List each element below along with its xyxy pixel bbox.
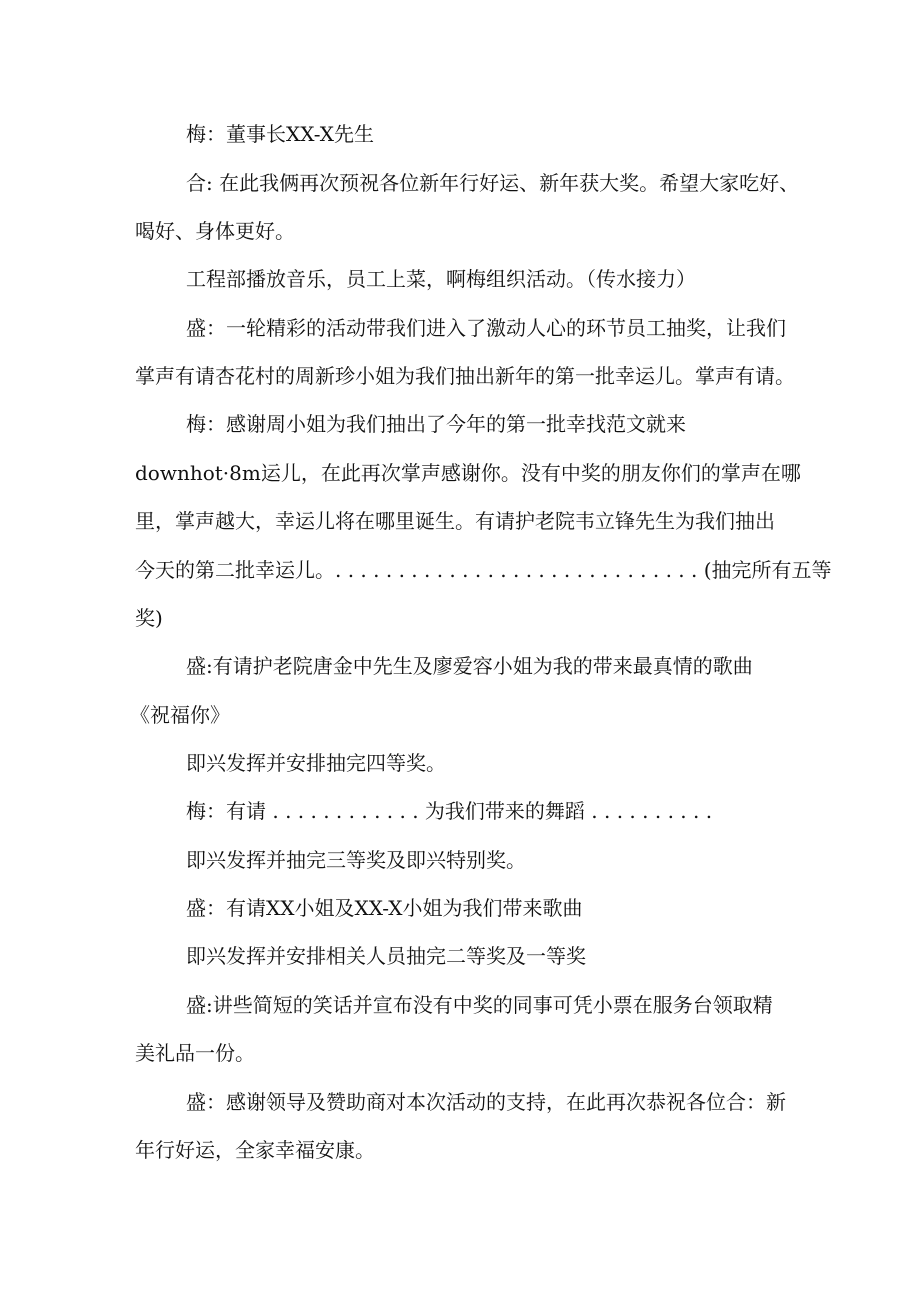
paragraph-line: 掌声有请杏花村的周新珍小姐为我们抽出新年的第一批幸运儿。掌声有请。: [135, 364, 795, 388]
paragraph-line: 即兴发挥并安排相关人员抽完二等奖及一等奖: [186, 944, 586, 968]
paragraph-line: 盛：感谢领导及赞助商对本次活动的支持，在此再次恭祝各位合：新: [186, 1090, 786, 1114]
paragraph-line: 梅：感谢周小姐为我们抽出了今年的第一批幸找范文就来: [186, 412, 686, 436]
paragraph-line: 即兴发挥并安排抽完四等奖。: [186, 751, 446, 775]
paragraph-line: 盛：有请XX小姐及XX-X小姐为我们带来歌曲: [186, 896, 583, 920]
paragraph-line: 年行好运，全家幸福安康。: [135, 1138, 375, 1162]
paragraph-line: 《祝福你》: [130, 703, 230, 727]
paragraph-line: 盛：一轮精彩的活动带我们进入了激动人心的环节员工抽奖，让我们: [186, 316, 786, 340]
paragraph-line: 里，掌声越大，幸运儿将在哪里诞生。有请护老院韦立锋先生为我们抽出: [135, 509, 775, 533]
paragraph-line: 盛:有请护老院唐金中先生及廖爱容小姐为我的带来最真情的歌曲: [186, 654, 753, 678]
paragraph-line: 即兴发挥并抽完三等奖及即兴特别奖。: [186, 848, 526, 872]
paragraph-line: 工程部播放音乐，员工上菜，啊梅组织活动。（传水接力）: [186, 267, 696, 291]
paragraph-line: 喝好、身体更好。: [135, 219, 295, 243]
paragraph-line: 美礼品一份。: [135, 1041, 255, 1065]
paragraph-line: 合: 在此我俩再次预祝各位新年行好运、新年获大奖。希望大家吃好、: [186, 171, 800, 195]
paragraph-line: 梅：有请 . . . . . . . . . . . . 为我们带来的舞蹈 . . . . . . . . . .: [186, 799, 713, 823]
paragraph-line: 今天的第二批幸运儿。. . . . . . . . . . . . . . . . . . . . . . . . . . . . . (抽完所有五等: [135, 558, 832, 582]
paragraph-line: 梅：董事长XX-X先生: [186, 122, 375, 146]
paragraph-line: downhot·8m运儿，在此再次掌声感谢你。没有中奖的朋友你们的掌声在哪: [135, 461, 801, 485]
paragraph-line: 奖): [135, 606, 163, 630]
paragraph-line: 盛:讲些简短的笑话并宣布没有中奖的同事可凭小票在服务台领取精: [186, 993, 773, 1017]
